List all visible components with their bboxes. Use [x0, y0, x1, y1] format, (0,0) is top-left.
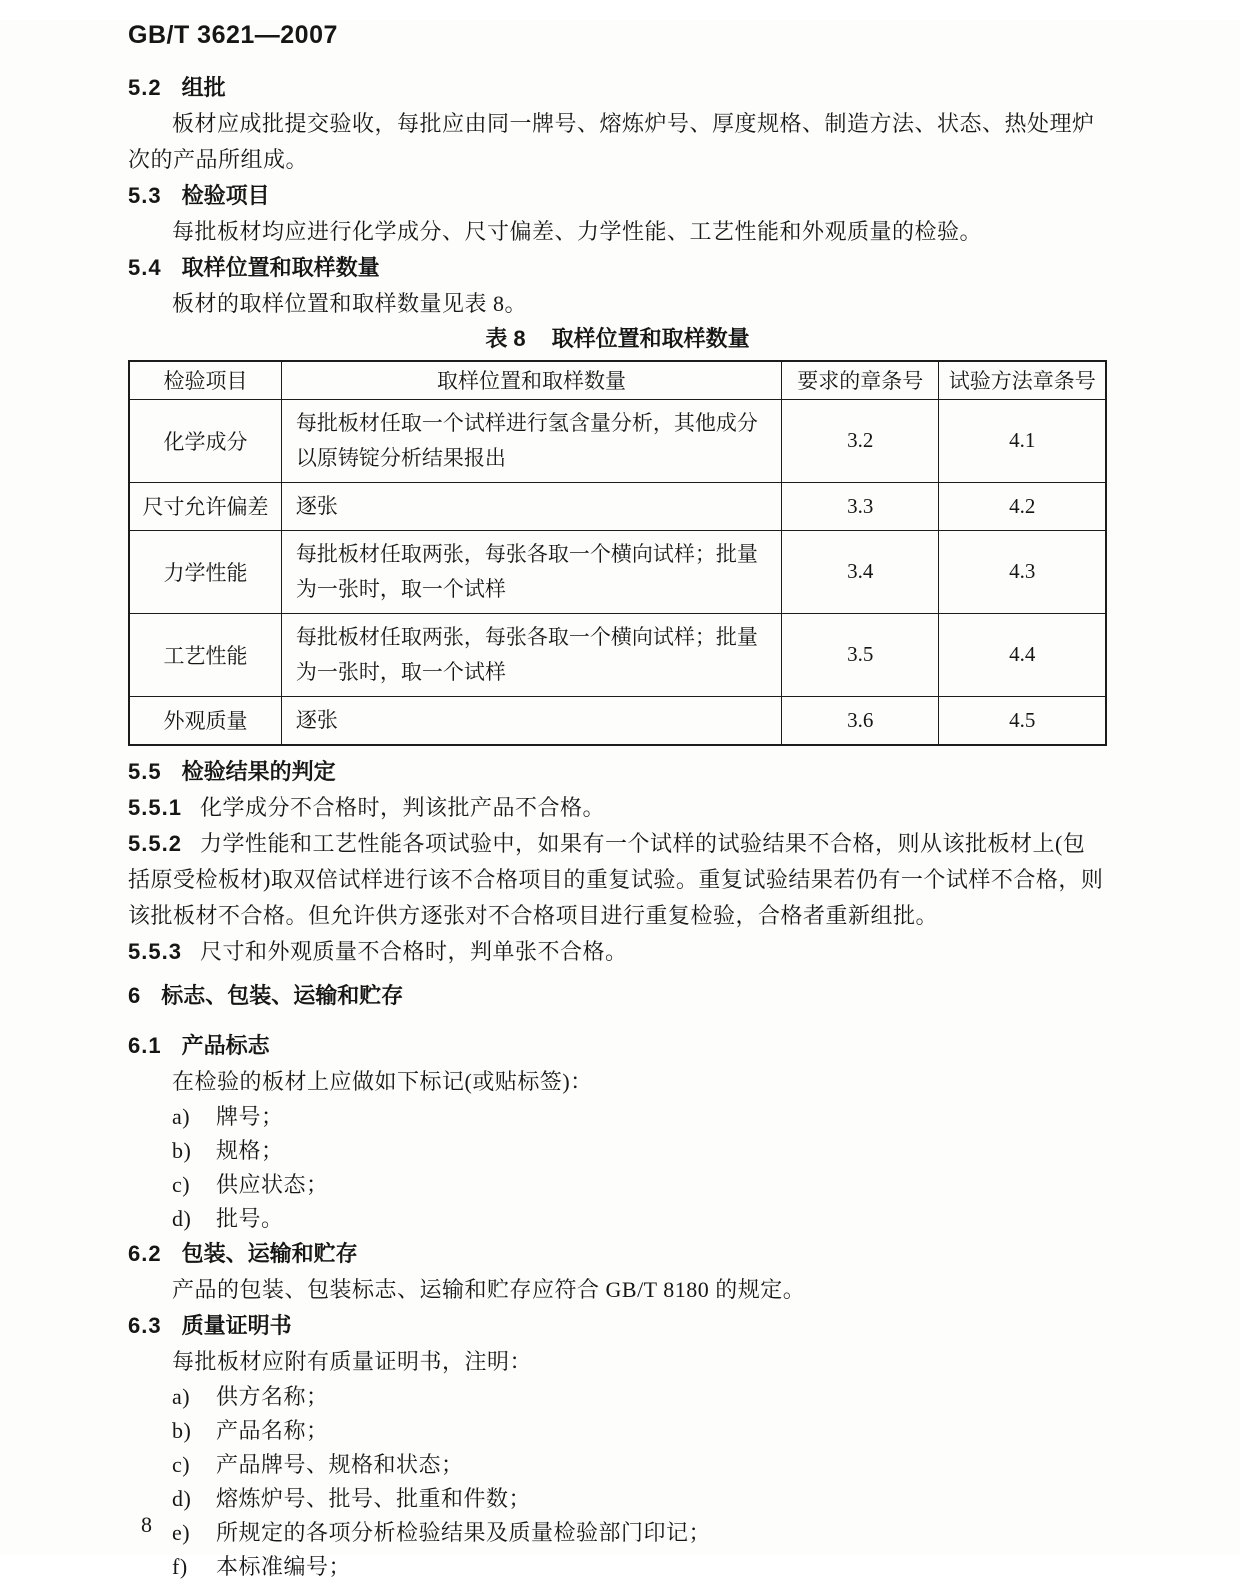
list-item — [172, 1380, 1107, 1414]
cell-requirement-clause: 3.5 — [782, 613, 939, 696]
list-item-marker: a) — [172, 1103, 191, 1129]
section-number: 6 — [128, 982, 142, 1008]
column-header-sampling: 取样位置和取样数量 — [281, 361, 781, 399]
list-item-marker: c) — [172, 1171, 191, 1197]
cell-test-method-clause: 4.1 — [939, 399, 1106, 482]
table-row — [129, 696, 1106, 745]
list-item-text: 规格； — [216, 1137, 284, 1163]
table-caption-label: 表 8 — [485, 326, 526, 351]
list-item-text: 批号。 — [216, 1205, 284, 1231]
cell-test-method-clause: 4.5 — [939, 696, 1106, 745]
list-item-text: 本标准编号； — [216, 1553, 352, 1579]
cell-method: 每批板材任取一个试样进行氢含量分析，其他成分以原铸锭分析结果报出 — [281, 399, 781, 482]
page-number: 8 — [141, 1512, 152, 1537]
column-header-test-method-clause: 试验方法章条号 — [939, 361, 1106, 399]
cell-method: 逐张 — [281, 482, 781, 530]
list-item — [172, 1448, 1107, 1482]
cell-requirement-clause: 3.4 — [782, 530, 939, 613]
table-8-caption — [128, 322, 1107, 356]
list-item-marker: b) — [172, 1137, 192, 1163]
cell-item: 化学成分 — [129, 399, 281, 482]
column-header-inspection-item: 检验项目 — [129, 361, 281, 399]
list-item-text: 熔炼炉号、批号、批重和件数； — [216, 1485, 532, 1511]
section-number: 5.3 — [128, 183, 162, 208]
section-title: 检验结果的判定 — [181, 758, 336, 784]
clause-5-5-3 — [128, 934, 1107, 970]
section-title: 标志、包装、运输和贮存 — [161, 982, 404, 1008]
clause-number: 5.5.2 — [128, 830, 182, 856]
list-item-text: 牌号； — [216, 1103, 284, 1129]
section-5-2-heading — [128, 70, 1107, 106]
clause-text: 力学性能和工艺性能各项试验中，如果有一个试样的试验结果不合格，则从该批板材上(包括原受检板材)取双倍试样进行该不合格项目的重复试验。重复试验结果若仍有一个试样不合格，则该批板材不合格。但允许供方逐张对不合格项目进行重复检验，合格者重新组批。 — [128, 830, 1104, 928]
table-caption-title: 取样位置和取样数量 — [551, 326, 750, 351]
cell-method: 每批板材任取两张，每张各取一个横向试样；批量为一张时，取一个试样 — [281, 613, 781, 696]
column-header-requirement-clause: 要求的章条号 — [782, 361, 939, 399]
section-5-4-heading — [128, 250, 1107, 286]
list-item — [172, 1482, 1107, 1516]
section-title: 组批 — [181, 75, 226, 100]
cell-item: 力学性能 — [129, 530, 281, 613]
cell-method: 逐张 — [281, 696, 781, 745]
list-item — [172, 1414, 1107, 1448]
section-6-heading — [128, 978, 1107, 1014]
table-row — [129, 530, 1106, 613]
list-item-marker: d) — [172, 1205, 192, 1231]
list-item-text: 产品牌号、规格和状态； — [216, 1451, 464, 1477]
section-title: 质量证明书 — [181, 1312, 292, 1338]
table-8 — [128, 360, 1107, 746]
cell-test-method-clause: 4.2 — [939, 482, 1106, 530]
section-6-1-body: 在检验的板材上应做如下标记(或贴标签)： — [172, 1068, 593, 1094]
cell-test-method-clause: 4.3 — [939, 530, 1106, 613]
section-5-4-body: 板材的取样位置和取样数量见表 8。 — [172, 291, 528, 316]
section-6-2-heading — [128, 1236, 1107, 1272]
document-page — [0, 20, 1240, 1579]
section-number: 6.2 — [128, 1240, 162, 1266]
section-5-2-body: 板材应成批提交验收，每批应由同一牌号、熔炼炉号、厚度规格、制造方法、状态、热处理炉次的产品所组成。 — [128, 111, 1095, 172]
list-item — [172, 1202, 1107, 1236]
section-number: 5.5 — [128, 758, 162, 784]
section-title: 包装、运输和贮存 — [181, 1240, 358, 1266]
table-header-row — [129, 361, 1106, 399]
section-5-3-heading — [128, 178, 1107, 214]
list-item-marker: e) — [172, 1519, 191, 1545]
section-number: 6.3 — [128, 1312, 162, 1338]
table-row — [129, 482, 1106, 530]
section-title: 产品标志 — [181, 1032, 270, 1058]
list-item — [172, 1516, 1107, 1550]
section-6-2-body: 产品的包装、包装标志、运输和贮存应符合 GB/T 8180 的规定。 — [172, 1276, 806, 1302]
cell-item: 尺寸允许偏差 — [129, 482, 281, 530]
section-5-3-body: 每批板材均应进行化学成分、尺寸偏差、力学性能、工艺性能和外观质量的检验。 — [172, 219, 983, 244]
list-item — [172, 1168, 1107, 1202]
cell-requirement-clause: 3.6 — [782, 696, 939, 745]
list-item-marker: b) — [172, 1417, 192, 1443]
list-item-marker: a) — [172, 1383, 191, 1409]
section-number: 6.1 — [128, 1032, 162, 1058]
table-row — [129, 399, 1106, 482]
cell-test-method-clause: 4.4 — [939, 613, 1106, 696]
cell-method: 每批板材任取两张，每张各取一个横向试样；批量为一张时，取一个试样 — [281, 530, 781, 613]
cell-requirement-clause: 3.2 — [782, 399, 939, 482]
clause-number: 5.5.3 — [128, 938, 182, 964]
list-item-text: 供方名称； — [216, 1383, 329, 1409]
clause-text: 尺寸和外观质量不合格时，判单张不合格。 — [199, 938, 628, 964]
section-number: 5.2 — [128, 75, 162, 100]
list-item-text: 供应状态； — [216, 1171, 329, 1197]
section-title: 取样位置和取样数量 — [181, 255, 380, 280]
section-number: 5.4 — [128, 255, 162, 280]
clause-5-5-1 — [128, 790, 1107, 826]
list-item — [172, 1550, 1107, 1584]
list-item-marker: d) — [172, 1485, 192, 1511]
table-row — [129, 613, 1106, 696]
list-item-text: 产品名称； — [216, 1417, 329, 1443]
section-title: 检验项目 — [181, 183, 270, 208]
list-item — [172, 1100, 1107, 1134]
clause-5-5-2 — [128, 826, 1107, 934]
standard-number: GB/T 3621—2007 — [128, 21, 338, 49]
clause-number: 5.5.1 — [128, 794, 182, 820]
page-content — [0, 20, 1240, 1584]
cell-requirement-clause: 3.3 — [782, 482, 939, 530]
cell-item: 外观质量 — [129, 696, 281, 745]
section-6-1-heading — [128, 1028, 1107, 1064]
section-5-5-heading — [128, 754, 1107, 790]
cell-item: 工艺性能 — [129, 613, 281, 696]
list-item — [172, 1134, 1107, 1168]
section-6-3-heading — [128, 1308, 1107, 1344]
list-item-text: 所规定的各项分析检验结果及质量检验部门印记； — [216, 1519, 712, 1545]
clause-text: 化学成分不合格时，判该批产品不合格。 — [199, 794, 605, 820]
list-item-marker: c) — [172, 1451, 191, 1477]
section-6-3-body: 每批板材应附有质量证明书，注明： — [172, 1348, 533, 1374]
list-item-marker: f) — [172, 1553, 188, 1579]
